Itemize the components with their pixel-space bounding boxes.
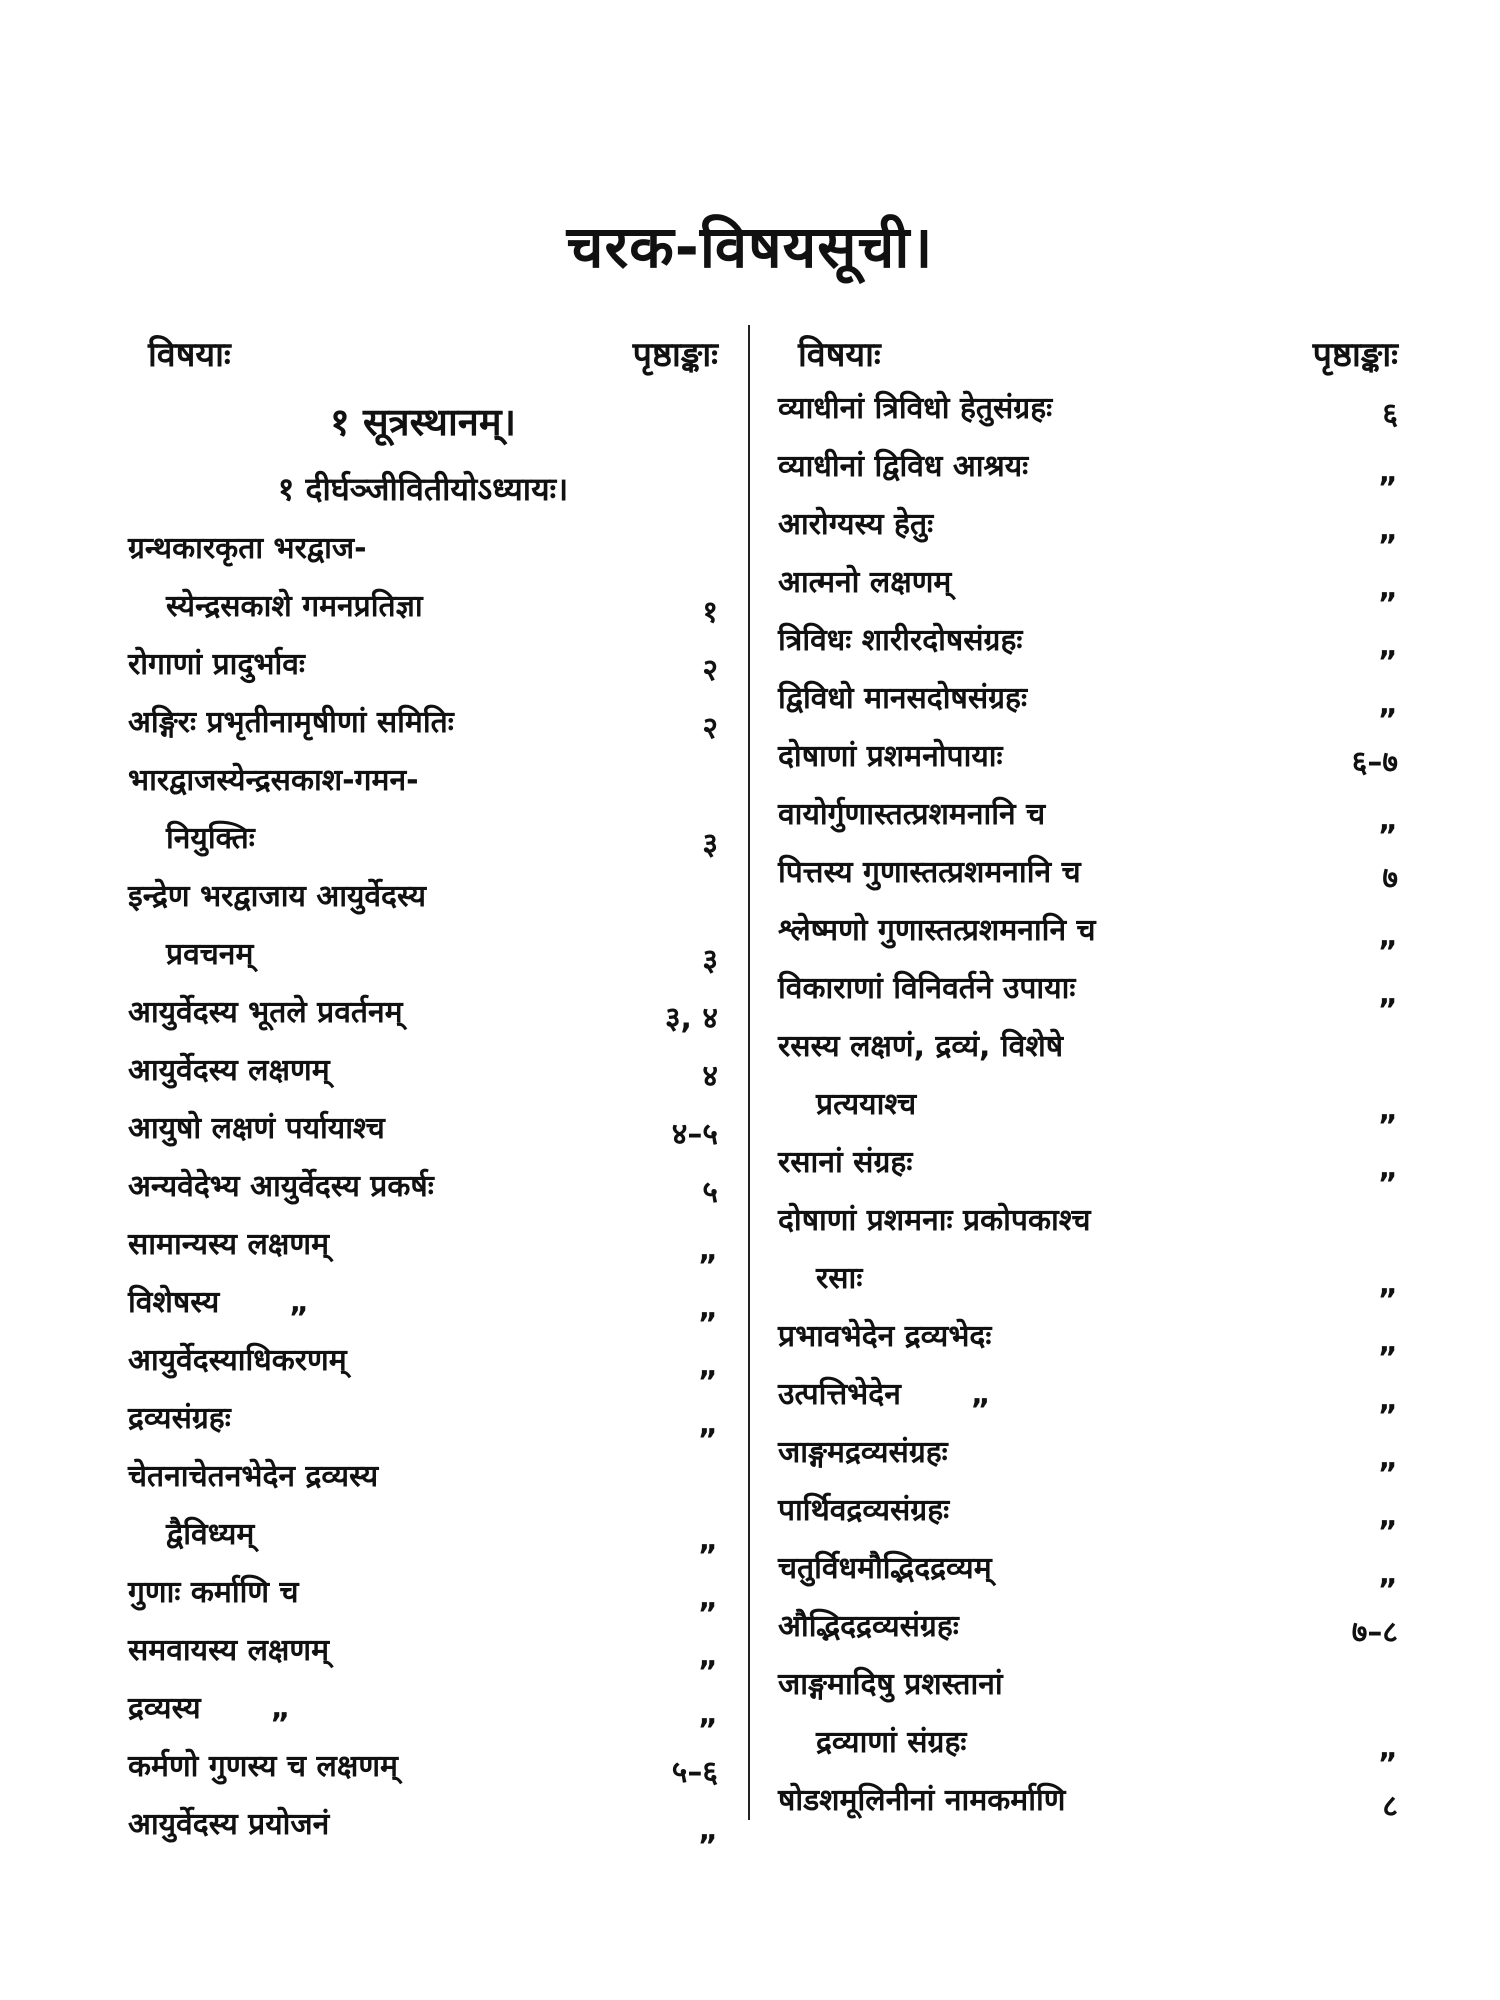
entry-topic: द्वैविध्यम् bbox=[166, 1517, 255, 1552]
topic-header: विषयाः bbox=[798, 335, 881, 375]
page-number-header: पृष्ठाङ्काः bbox=[632, 335, 718, 375]
entry-topic: आत्मनो लक्षणम् bbox=[778, 565, 952, 600]
entry-page-number: ७ bbox=[1382, 861, 1398, 896]
entry-page-number: „ bbox=[1378, 1499, 1398, 1534]
entry-page-number: „ bbox=[1378, 1557, 1398, 1592]
entry-page-number: „ bbox=[698, 1523, 718, 1558]
entry-page-number: „ bbox=[1378, 629, 1398, 664]
toc-entry bbox=[128, 1680, 718, 1738]
entry-page-number: „ bbox=[1378, 1325, 1398, 1360]
entry-topic: आयुर्वेदस्याधिकरणम् bbox=[128, 1343, 347, 1378]
toc-entry bbox=[128, 752, 718, 810]
entry-page-number: „ bbox=[698, 1581, 718, 1616]
entry-topic: कर्मणो गुणस्य च लक्षणम् bbox=[128, 1749, 398, 1784]
toc-entry bbox=[128, 984, 718, 1042]
entry-page-number: „ bbox=[1378, 977, 1398, 1012]
left-column bbox=[128, 330, 718, 1854]
toc-entry bbox=[778, 1192, 1398, 1250]
toc-entry bbox=[778, 1424, 1398, 1482]
entry-topic: दोषाणां प्रशमनाः प्रकोपकाश्च bbox=[778, 1203, 1091, 1238]
toc-entry bbox=[128, 1158, 718, 1216]
entry-topic-wrap bbox=[778, 1366, 991, 1424]
column-divider bbox=[748, 325, 750, 1820]
entry-topic: गुणाः कर्माणि च bbox=[128, 1575, 299, 1610]
entry-topic: पार्थिवद्रव्यसंग्रहः bbox=[778, 1493, 950, 1528]
toc-entry bbox=[778, 554, 1398, 612]
entry-page-number: „ bbox=[1378, 455, 1398, 490]
entry-topic-wrap bbox=[128, 1274, 309, 1332]
toc-entry bbox=[778, 844, 1398, 902]
entry-topic: दोषाणां प्रशमनोपायाः bbox=[778, 739, 1003, 774]
toc-entry bbox=[778, 960, 1398, 1018]
entry-topic: श्लेष्मणो गुणास्तत्प्रशमनानि च bbox=[778, 913, 1096, 948]
entry-topic: द्रव्यस्य bbox=[128, 1691, 201, 1726]
page-number-header: पृष्ठाङ्काः bbox=[1312, 335, 1398, 375]
toc-entry bbox=[778, 786, 1398, 844]
toc-entry bbox=[778, 902, 1398, 960]
toc-entry bbox=[778, 1714, 1398, 1772]
entry-page-number: ४–५ bbox=[671, 1117, 718, 1152]
entry-page-number: „ bbox=[698, 1407, 718, 1442]
entry-topic: विकाराणां विनिवर्तने उपायाः bbox=[778, 971, 1076, 1006]
toc-entry bbox=[128, 1274, 718, 1332]
entry-page-number: ६–७ bbox=[1351, 745, 1398, 780]
entry-topic: समवायस्य लक्षणम् bbox=[128, 1633, 330, 1668]
entry-topic: इन्द्रेण भरद्वाजाय आयुर्वेदस्य bbox=[128, 879, 427, 914]
entry-topic: पित्तस्य गुणास्तत्प्रशमनानि च bbox=[778, 855, 1081, 890]
entry-page-number: „ bbox=[698, 1233, 718, 1268]
toc-entry bbox=[778, 496, 1398, 554]
toc-entry bbox=[778, 1540, 1398, 1598]
toc-entry bbox=[128, 636, 718, 694]
entry-page-number: ५ bbox=[702, 1175, 718, 1210]
toc-entry bbox=[778, 1018, 1398, 1076]
entry-page-number: ३ bbox=[702, 827, 718, 862]
entry-topic: द्रव्याणां संग्रहः bbox=[816, 1725, 967, 1760]
entry-page-number: २ bbox=[702, 711, 718, 746]
entry-page-number: „ bbox=[1378, 1151, 1398, 1186]
entry-topic: अङ्गिरः प्रभृतीनामृषीणां समितिः bbox=[128, 705, 454, 740]
section-heading: १ सूत्रस्थानम्। bbox=[329, 400, 517, 444]
ditto-mark: „ bbox=[289, 1285, 309, 1320]
right-column bbox=[778, 330, 1398, 1830]
toc-entry bbox=[128, 520, 718, 578]
toc-entry bbox=[128, 1100, 718, 1158]
entry-topic: रसानां संग्रहः bbox=[778, 1145, 913, 1180]
toc-entry bbox=[778, 1366, 1398, 1424]
toc-entry bbox=[778, 1308, 1398, 1366]
entry-topic: द्रव्यसंग्रहः bbox=[128, 1401, 231, 1436]
entry-topic: अन्यवेदेभ्य आयुर्वेदस्य प्रकर्षः bbox=[128, 1169, 434, 1204]
right-column-header bbox=[778, 330, 1398, 380]
topic-header: विषयाः bbox=[148, 335, 231, 375]
entry-topic: आयुर्वेदस्य प्रयोजनं bbox=[128, 1807, 330, 1842]
toc-entry bbox=[128, 868, 718, 926]
toc-entry bbox=[128, 1738, 718, 1796]
entry-page-number: „ bbox=[1378, 1383, 1398, 1418]
toc-entry bbox=[778, 612, 1398, 670]
toc-entry bbox=[778, 1076, 1398, 1134]
toc-entry bbox=[778, 1772, 1398, 1830]
entry-topic: व्याधीनां द्विविध आश्रयः bbox=[778, 449, 1029, 484]
toc-entry bbox=[778, 728, 1398, 786]
toc-entry bbox=[128, 1216, 718, 1274]
entry-page-number: ८ bbox=[1382, 1789, 1398, 1824]
toc-entry bbox=[128, 1042, 718, 1100]
ditto-mark: „ bbox=[970, 1377, 991, 1412]
entry-page-number: „ bbox=[1378, 571, 1398, 606]
entry-topic: द्विविधो मानसदोषसंग्रहः bbox=[778, 681, 1028, 716]
entry-topic: स्येन्द्रसकाशे गमनप्रतिज्ञा bbox=[166, 589, 423, 624]
entry-topic: ग्रन्थकारकृता भरद्वाज- bbox=[128, 531, 367, 566]
entry-topic: त्रिविधः शारीरदोषसंग्रहः bbox=[778, 623, 1023, 658]
entry-topic: आयुर्वेदस्य लक्षणम् bbox=[128, 1053, 330, 1088]
entry-page-number: „ bbox=[1378, 1093, 1398, 1128]
toc-entry bbox=[128, 1448, 718, 1506]
entry-page-number: ७–८ bbox=[1351, 1615, 1398, 1650]
left-entries bbox=[128, 520, 718, 1854]
entry-topic: भारद्वाजस्येन्द्रसकाश-गमन- bbox=[128, 763, 419, 798]
entry-topic: रसाः bbox=[816, 1261, 863, 1296]
toc-entry bbox=[128, 1506, 718, 1564]
left-column-header bbox=[128, 330, 718, 380]
entry-topic: चेतनाचेतनभेदेन द्रव्यस्य bbox=[128, 1459, 379, 1494]
toc-entry bbox=[128, 1332, 718, 1390]
entry-page-number: ६ bbox=[1382, 397, 1398, 432]
entry-topic: आयुषो लक्षणं पर्यायाश्च bbox=[128, 1111, 385, 1146]
ditto-mark: „ bbox=[270, 1691, 291, 1726]
chapter-heading: १ दीर्घञ्जीवितीयोऽध्यायः। bbox=[277, 470, 569, 508]
toc-entry bbox=[778, 1598, 1398, 1656]
toc-entry bbox=[778, 1656, 1398, 1714]
entry-topic: आरोग्यस्य हेतुः bbox=[778, 507, 934, 542]
entry-page-number: „ bbox=[698, 1639, 718, 1674]
entry-page-number: „ bbox=[1378, 513, 1398, 548]
entry-page-number: २ bbox=[702, 653, 718, 688]
entry-page-number: „ bbox=[1378, 919, 1398, 954]
entry-page-number: ४ bbox=[702, 1059, 718, 1094]
toc-entry bbox=[128, 1622, 718, 1680]
entry-page-number: ३, ४ bbox=[664, 1001, 718, 1036]
entry-page-number: „ bbox=[1378, 1441, 1398, 1476]
right-entries bbox=[778, 380, 1398, 1830]
entry-topic: रसस्य लक्षणं, द्रव्यं, विशेषे bbox=[778, 1029, 1064, 1064]
entry-page-number: „ bbox=[698, 1349, 718, 1384]
toc-entry bbox=[128, 1390, 718, 1448]
entry-topic: वायोर्गुणास्तत्प्रशमनानि च bbox=[778, 797, 1046, 832]
toc-entry bbox=[778, 380, 1398, 438]
entry-page-number: „ bbox=[1378, 1731, 1398, 1766]
entry-topic: प्रभावभेदेन द्रव्यभेदः bbox=[778, 1319, 992, 1354]
toc-entry bbox=[128, 926, 718, 984]
toc-entry bbox=[128, 578, 718, 636]
toc-entry bbox=[128, 1796, 718, 1854]
page-title: चरक-विषयसूची। bbox=[566, 213, 934, 281]
entry-topic: नियुक्तिः bbox=[166, 821, 255, 856]
entry-page-number: „ bbox=[1378, 1267, 1398, 1302]
toc-entry bbox=[128, 810, 718, 868]
entry-page-number: „ bbox=[698, 1291, 718, 1326]
toc-entry bbox=[778, 1250, 1398, 1308]
toc-entry bbox=[778, 670, 1398, 728]
entry-topic: विशेषस्य bbox=[128, 1285, 220, 1320]
toc-entry bbox=[778, 1482, 1398, 1540]
toc-entry bbox=[778, 438, 1398, 496]
entry-page-number: १ bbox=[702, 595, 718, 630]
entry-topic: औद्भिदद्रव्यसंग्रहः bbox=[778, 1609, 959, 1644]
entry-topic: सामान्यस्य लक्षणम् bbox=[128, 1227, 330, 1262]
entry-page-number: „ bbox=[698, 1697, 718, 1732]
entry-page-number: „ bbox=[1378, 803, 1398, 838]
toc-entry bbox=[128, 1564, 718, 1622]
entry-page-number: „ bbox=[698, 1813, 718, 1848]
entry-topic: प्रत्ययाश्च bbox=[816, 1087, 917, 1122]
entry-topic: जाङ्गमादिषु प्रशस्तानां bbox=[778, 1667, 1003, 1702]
entry-topic: उत्पत्तिभेदेन bbox=[778, 1377, 901, 1412]
toc-entry bbox=[128, 694, 718, 752]
entry-topic: व्याधीनां त्रिविधो हेतुसंग्रहः bbox=[778, 391, 1053, 426]
toc-entry bbox=[778, 1134, 1398, 1192]
entry-topic-wrap bbox=[128, 1680, 290, 1738]
entry-page-number: ५–६ bbox=[671, 1755, 718, 1790]
entry-topic: षोडशमूलिनीनां नामकर्माणि bbox=[778, 1783, 1066, 1818]
entry-topic: रोगाणां प्रादुर्भावः bbox=[128, 647, 305, 682]
entry-topic: चतुर्विधमौद्भिदद्रव्यम् bbox=[778, 1551, 992, 1586]
entry-topic: आयुर्वेदस्य भूतले प्रवर्तनम् bbox=[128, 995, 403, 1030]
entry-topic: प्रवचनम् bbox=[166, 937, 254, 972]
entry-topic: जाङ्गमद्रव्यसंग्रहः bbox=[778, 1435, 948, 1470]
entry-page-number: ३ bbox=[702, 943, 718, 978]
entry-page-number: „ bbox=[1378, 687, 1398, 722]
